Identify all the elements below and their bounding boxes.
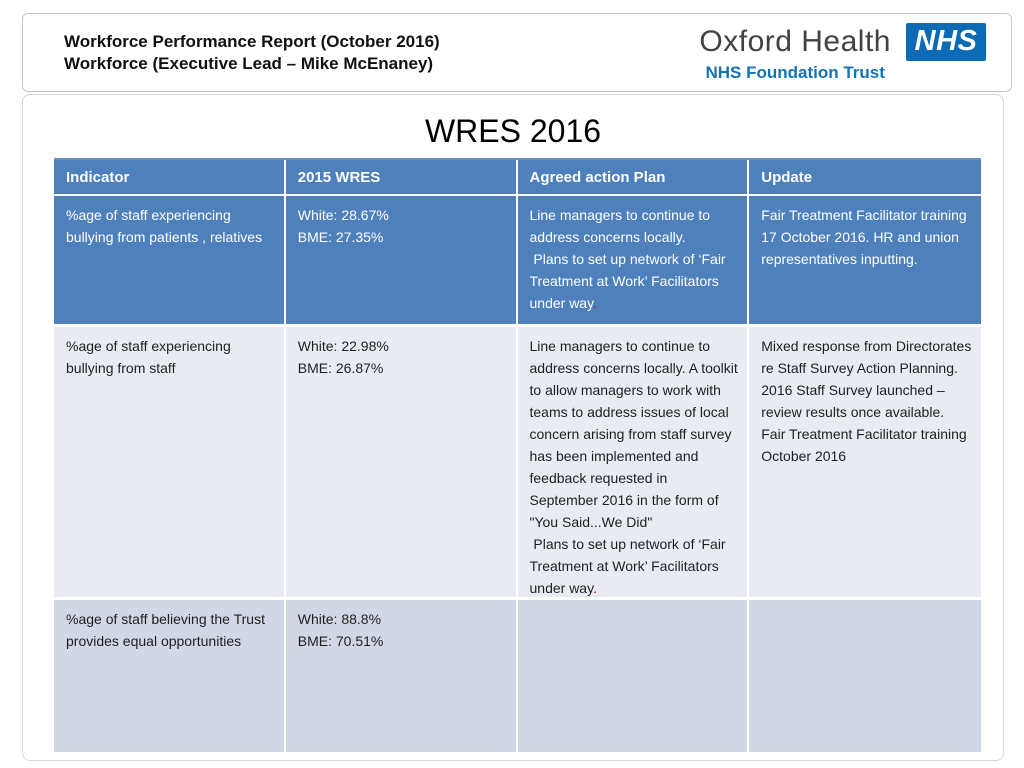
nhs-logo-text: NHS — [914, 24, 978, 57]
logo-org-name: Oxford Health — [699, 25, 891, 58]
update-cell — [749, 327, 981, 597]
indicator-text: %age of staff experiencing bullying from staff — [66, 338, 231, 376]
wres-cell — [286, 196, 518, 324]
column-header-2015-wres: 2015 WRES — [286, 160, 518, 194]
wres-table — [54, 158, 981, 752]
indicator-text: %age of staff experiencing bullying from patients , relatives — [66, 207, 263, 245]
wres-bme-value: BME: 26.87% — [297, 360, 384, 376]
red-period: . — [593, 580, 597, 596]
column-header-agreed-action-plan: Agreed action Plan — [518, 160, 750, 194]
slide-header-box — [22, 13, 1012, 92]
table-header-row — [54, 160, 981, 196]
slide-title-line2: Workforce (Executive Lead – Mike McEnaney) — [64, 54, 434, 73]
slide-title — [64, 31, 440, 75]
action-cell — [518, 327, 750, 597]
wres-cell — [286, 327, 518, 597]
update-paragraph: Fair Treatment Facilitator training 17 October 2016. HR and union representatives inputting. — [761, 207, 967, 267]
indicator-text: %age of staff believing the Trust provides equal opportunities — [66, 611, 265, 649]
logo-text-column — [699, 22, 891, 83]
action-paragraph: Line managers to continue to address concerns locally. — [529, 207, 714, 245]
wres-white-value: White: 28.67% — [297, 207, 389, 223]
main-content-box — [22, 94, 1004, 761]
slide-title-line1: Workforce Performance Report (October 2016) — [64, 32, 440, 51]
column-header-update: Update — [761, 169, 813, 186]
update-paragraph: Mixed response from Directorates re Staff Survey Action Planning. — [761, 338, 972, 376]
indicator-cell — [54, 327, 286, 597]
indicator-cell — [54, 600, 286, 752]
action-cell — [518, 196, 750, 324]
action-paragraph: Plans to set up network of ‘Fair Treatment at Work’ Facilitators under way. — [529, 251, 730, 311]
page-title: WRES 2016 — [424, 113, 602, 149]
update-cell — [749, 196, 981, 324]
wres-white-value: White: 88.8% — [297, 611, 382, 627]
wres-white-value: White: 22.98% — [297, 338, 389, 354]
logo-org-subtitle: NHS Foundation Trust — [705, 63, 885, 82]
update-cell — [749, 600, 981, 752]
wres-bme-value: BME: 70.51% — [297, 633, 384, 649]
table-row — [54, 196, 981, 327]
column-header-indicator: Indicator — [54, 160, 286, 194]
update-paragraph: 2016 Staff Survey launched – review results once available. — [761, 382, 945, 420]
oxford-health-nhs-logo — [699, 22, 986, 83]
action-paragraph: Plans to set up network of ‘Fair Treatment at Work’ Facilitators under way. — [529, 536, 730, 596]
table-row — [54, 327, 981, 600]
action-cell — [518, 600, 750, 752]
nhs-logo-icon — [906, 23, 986, 61]
red-period: . — [593, 295, 597, 311]
action-paragraph: Line managers to continue to address concerns locally. A toolkit to allow managers to work with teams to address issues of local concern arising from staff survey has been implemented and feedback requested in September 2016 in the form of "You Said...We Did" — [529, 338, 742, 530]
table-row — [54, 600, 981, 752]
indicator-cell — [54, 196, 286, 324]
wres-cell — [286, 600, 518, 752]
update-paragraph: Fair Treatment Facilitator training October 2016 — [761, 426, 967, 464]
wres-bme-value: BME: 27.35% — [297, 229, 384, 245]
